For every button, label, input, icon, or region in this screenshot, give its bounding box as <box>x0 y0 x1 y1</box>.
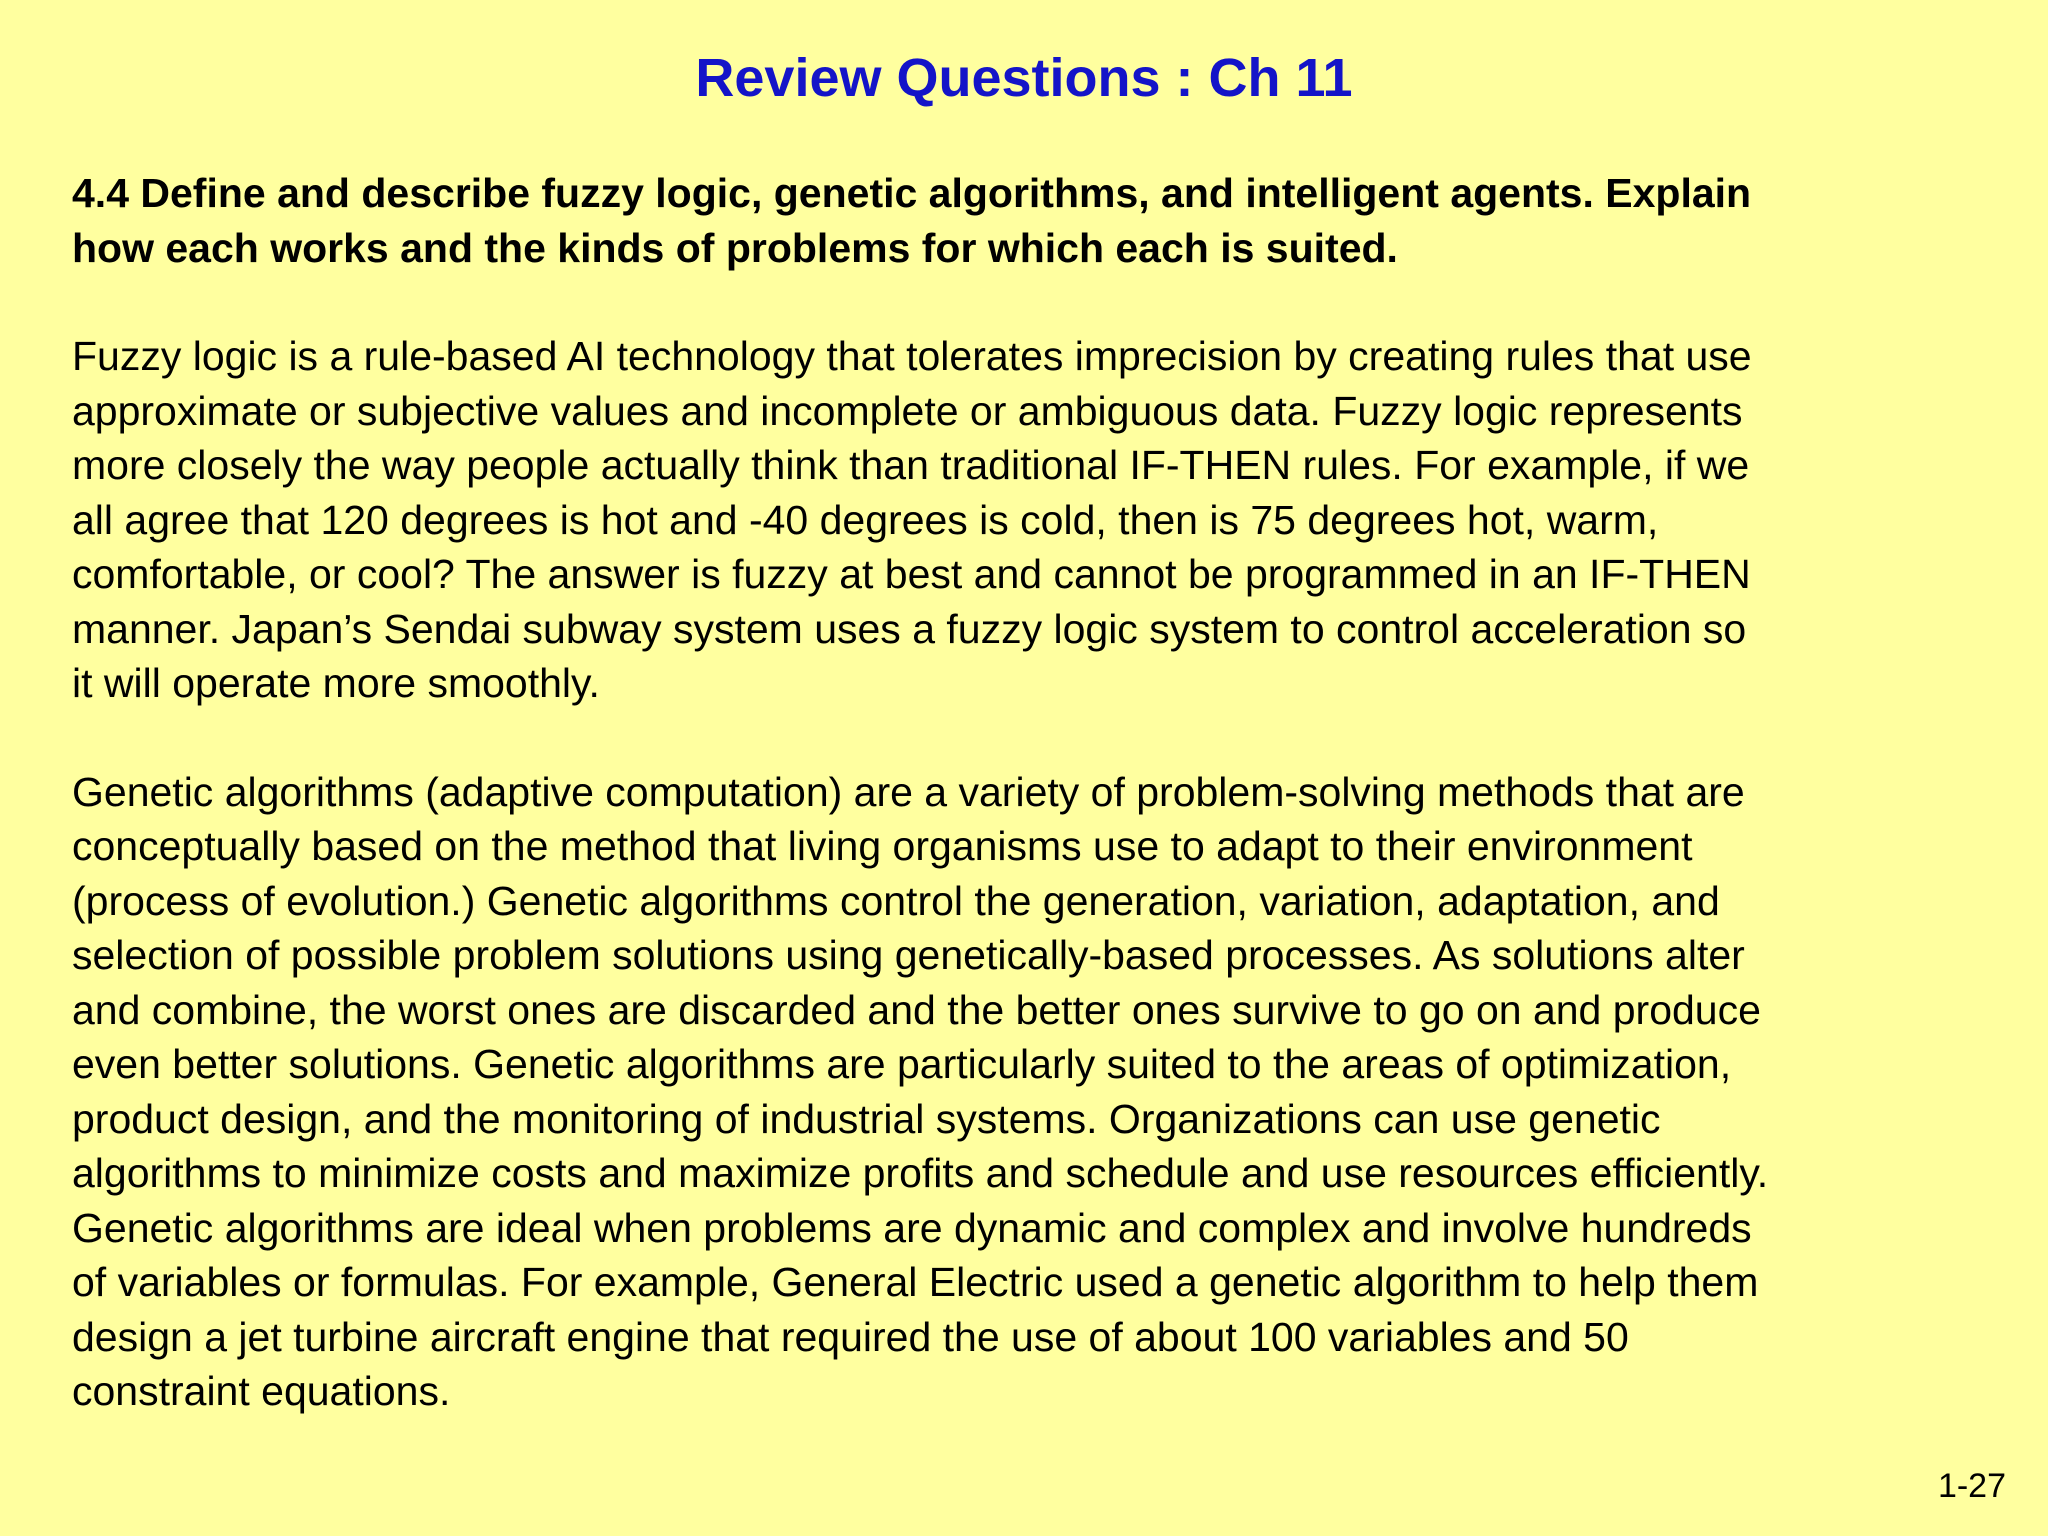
review-question <box>72 166 1972 275</box>
page-number: 1-27 <box>1937 1467 2006 1505</box>
paragraph-line: and combine, the worst ones are discarded and the better ones survive to go on and produce <box>72 986 1761 1033</box>
genetic-algorithms-paragraph <box>72 765 1972 1419</box>
paragraph-line: Fuzzy logic is a rule-based AI technology that tolerates imprecision by creating rules that use <box>72 333 1752 379</box>
slide-body <box>72 166 1972 1473</box>
fuzzy-logic-paragraph <box>72 329 1972 711</box>
paragraph-line: algorithms to minimize costs and maximize profits and schedule and use resources efficiently. <box>72 1150 1769 1196</box>
paragraph-line: product design, and the monitoring of industrial systems. Organizations can use genetic <box>72 1095 1661 1142</box>
paragraph-line: it will operate more smoothly. <box>72 660 600 706</box>
question-line: 4.4 Define and describe fuzzy logic, genetic algorithms, and intelligent agents. Explain <box>72 170 1752 216</box>
paragraph-line: conceptually based on the method that living organisms use to adapt to their environment <box>72 823 1693 869</box>
question-line: how each works and the kinds of problems for which each is suited. <box>72 224 1398 271</box>
paragraph-line: approximate or subjective values and incomplete or ambiguous data. Fuzzy logic represents <box>72 387 1743 434</box>
paragraph-line: all agree that 120 degrees is hot and -40 degrees is cold, then is 75 degrees hot, warm, <box>72 496 1659 543</box>
paragraph-line: Genetic algorithms (adaptive computation) are a variety of problem-solving methods that are <box>72 768 1745 815</box>
paragraph-line: more closely the way people actually think than traditional IF-THEN rules. For example, if we <box>72 442 1750 488</box>
paragraph-line: comfortable, or cool? The answer is fuzzy at best and cannot be programmed in an IF-THEN <box>72 551 1751 597</box>
paragraph-line: even better solutions. Genetic algorithms are particularly suited to the areas of optimization, <box>72 1041 1732 1087</box>
slide-title: Review Questions : Ch 11 <box>695 48 1353 108</box>
paragraph-line: design a jet turbine aircraft engine that required the use of about 100 variables and 50 <box>72 1313 1629 1360</box>
paragraph-line: (process of evolution.) Genetic algorithms control the generation, variation, adaptation, and <box>72 877 1720 924</box>
paragraph-line: Genetic algorithms are ideal when problems are dynamic and complex and involve hundreds <box>72 1204 1752 1251</box>
paragraph-line: constraint equations. <box>72 1368 451 1414</box>
paragraph-line: manner. Japan’s Sendai subway system uses a fuzzy logic system to control acceleration so <box>72 605 1747 652</box>
paragraph-line: of variables or formulas. For example, General Electric used a genetic algorithm to help them <box>72 1259 1759 1305</box>
paragraph-line: selection of possible problem solutions using genetically-based processes. As solutions alter <box>72 932 1745 978</box>
